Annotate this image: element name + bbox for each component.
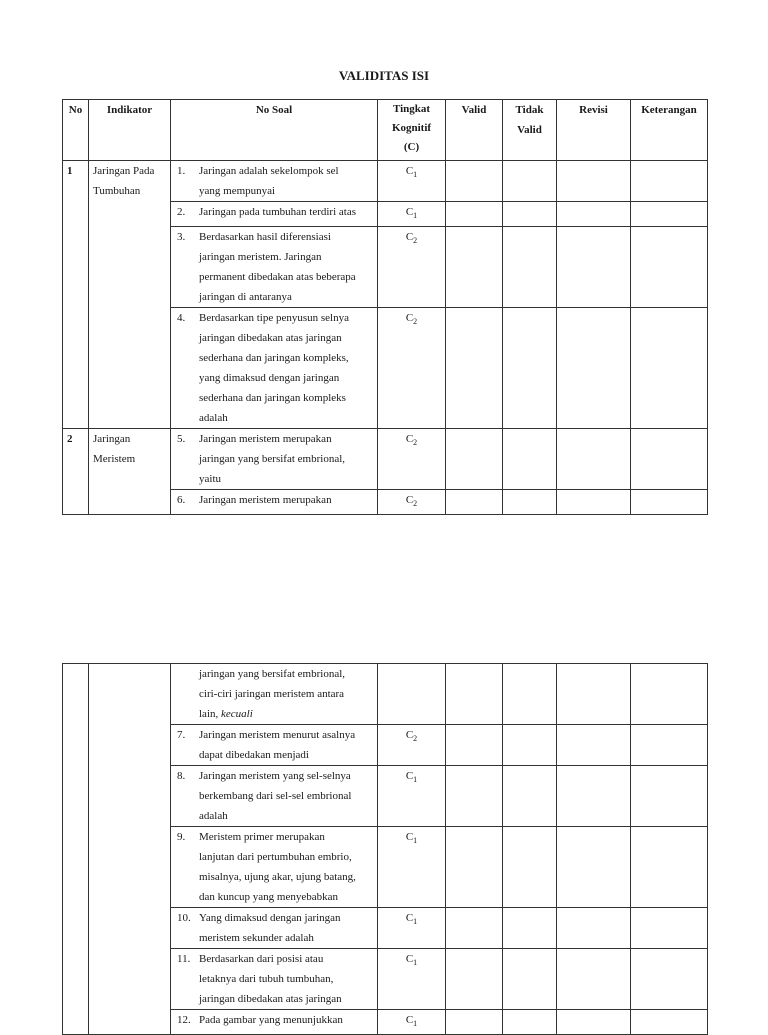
question-line: Jaringan meristem merupakan — [199, 494, 332, 507]
question-line: jaringan dibedakan atas jaringan — [199, 993, 342, 1005]
valid-cell — [446, 908, 503, 949]
valid-cell — [446, 1010, 503, 1035]
question-text-cell — [171, 429, 378, 490]
cognitive-level: 1 — [413, 836, 418, 846]
tidak-valid-cell — [503, 429, 557, 490]
valid-cell — [446, 161, 503, 202]
valid-cell — [446, 202, 503, 227]
cognitive-level-cell: $C_2$ — [378, 429, 446, 490]
indikator-line: Jaringan Pada — [93, 165, 155, 177]
header-indikator: Indikator — [89, 100, 171, 161]
question-line: Berdasarkan dari posisi atau — [199, 953, 324, 965]
revisi-cell — [557, 161, 631, 202]
keterangan-cell — [631, 227, 708, 308]
revisi-cell — [557, 725, 631, 766]
question-line: Jaringan meristem yang sel-selnya — [199, 770, 351, 782]
question-line: dapat dibedakan menjadi — [199, 749, 309, 761]
valid-cell — [446, 308, 503, 429]
question-line: adalah — [199, 810, 228, 822]
header-tidak-valid: Tidak Valid — [503, 100, 557, 161]
question-text-cell — [171, 490, 378, 515]
valid-cell — [446, 766, 503, 827]
revisi-cell — [557, 664, 631, 725]
question-line: Yang dimaksud dengan jaringan — [199, 912, 341, 924]
group-number — [63, 664, 89, 1035]
header-no-soal: No Soal — [171, 100, 378, 161]
table-row — [63, 664, 708, 725]
cognitive-level: 2 — [413, 438, 418, 448]
keterangan-cell — [631, 490, 708, 515]
valid-cell — [446, 227, 503, 308]
tidak-valid-cell — [503, 1010, 557, 1035]
cognitive-level-cell: $C_1$ — [378, 908, 446, 949]
valid-cell — [446, 725, 503, 766]
tidak-valid-cell — [503, 908, 557, 949]
cognitive-level-cell: $C_2$ — [378, 308, 446, 429]
group-number: 2 — [63, 429, 89, 515]
question-number: 3. — [177, 231, 186, 244]
question-text-cell — [171, 766, 378, 827]
header-no: No — [63, 100, 89, 161]
question-text-cell — [171, 308, 378, 429]
keterangan-cell — [631, 161, 708, 202]
question-line: jaringan dibedakan atas jaringan — [199, 332, 342, 345]
header-revisi: Revisi — [557, 100, 631, 161]
revisi-cell — [557, 490, 631, 515]
question-line: dan kuncup yang menyebabkan — [199, 891, 338, 903]
question-line: permanent dibedakan atas beberapa — [199, 271, 356, 284]
revisi-cell — [557, 308, 631, 429]
question-number: 1. — [177, 165, 186, 177]
question-text-cell — [171, 202, 378, 227]
cognitive-level-cell — [378, 664, 446, 725]
indikator-cell — [89, 664, 171, 1035]
keterangan-cell — [631, 908, 708, 949]
keterangan-cell — [631, 308, 708, 429]
group-number: 1 — [63, 161, 89, 429]
question-text-cell — [171, 827, 378, 908]
cognitive-level: 2 — [413, 317, 418, 327]
cognitive-level-cell: $C_1$ — [378, 827, 446, 908]
question-line: jaringan yang bersifat embrional, — [199, 453, 346, 466]
indikator-line: Tumbuhan — [93, 185, 141, 197]
revisi-cell — [557, 827, 631, 908]
question-line: misalnya, ujung akar, ujung batang, — [199, 871, 356, 883]
table-row — [63, 429, 708, 490]
keterangan-cell — [631, 725, 708, 766]
question-line: Pada gambar yang menunjukkan — [199, 1014, 343, 1026]
question-line: Jaringan pada tumbuhan terdiri atas — [199, 206, 357, 218]
revisi-cell — [557, 908, 631, 949]
cognitive-level-cell: $C_1$ — [378, 766, 446, 827]
question-number: 11. — [177, 953, 191, 965]
validity-table — [62, 99, 708, 515]
question-line: sederhana dan jaringan kompleks, — [199, 352, 349, 365]
question-line: Jaringan meristem merupakan — [199, 433, 332, 446]
cognitive-level-cell: $C_2$ — [378, 725, 446, 766]
question-line: lain, kecuali — [199, 708, 253, 720]
cognitive-level: 2 — [413, 734, 418, 744]
question-line: yang dimaksud dengan jaringan — [199, 372, 340, 385]
question-line: ciri-ciri jaringan meristem antara — [199, 688, 345, 700]
tidak-valid-cell — [503, 161, 557, 202]
question-text-cell — [171, 949, 378, 1010]
question-line: sederhana dan jaringan kompleks — [199, 392, 346, 405]
cognitive-level: 2 — [413, 236, 418, 246]
question-text-cell — [171, 908, 378, 949]
keterangan-cell — [631, 949, 708, 1010]
keterangan-cell — [631, 766, 708, 827]
cognitive-level: 1 — [413, 211, 418, 221]
cognitive-level-cell: $C_1$ — [378, 202, 446, 227]
question-line: Berdasarkan hasil diferensiasi — [199, 231, 331, 244]
tidak-valid-cell — [503, 490, 557, 515]
tidak-valid-cell — [503, 725, 557, 766]
cognitive-level-cell: $C_2$ — [378, 227, 446, 308]
revisi-cell — [557, 202, 631, 227]
valid-cell — [446, 827, 503, 908]
indikator-cell — [89, 429, 171, 515]
cognitive-level-cell: $C_1$ — [378, 949, 446, 1010]
header-valid: Valid — [446, 100, 503, 161]
keterangan-cell — [631, 429, 708, 490]
question-line: Berdasarkan tipe penyusun selnya — [199, 312, 349, 325]
tidak-valid-cell — [503, 827, 557, 908]
question-text-cell — [171, 725, 378, 766]
question-line: adalah — [199, 412, 228, 425]
question-line: yang mempunyai — [199, 185, 276, 197]
question-line: lanjutan dari pertumbuhan embrio, — [199, 851, 352, 863]
tidak-valid-cell — [503, 766, 557, 827]
revisi-cell — [557, 1010, 631, 1035]
cognitive-level: 1 — [413, 958, 418, 968]
cognitive-level: 2 — [413, 499, 418, 509]
header-tingkat-kognitif: Tingkat Kognitif (C) — [378, 100, 446, 161]
keterangan-cell — [631, 827, 708, 908]
question-line: jaringan meristem. Jaringan — [199, 251, 322, 264]
valid-cell — [446, 490, 503, 515]
valid-cell — [446, 429, 503, 490]
header-keterangan: Keterangan — [631, 100, 708, 161]
question-line: meristem sekunder adalah — [199, 932, 314, 944]
revisi-cell — [557, 227, 631, 308]
question-number: 8. — [177, 770, 186, 782]
indikator-line: Meristem — [93, 453, 136, 466]
tidak-valid-cell — [503, 664, 557, 725]
question-line: yaitu — [199, 473, 221, 486]
table-header-row — [63, 100, 708, 161]
revisi-cell — [557, 949, 631, 1010]
emphasized-word: kecuali — [221, 708, 253, 720]
cognitive-level: 1 — [413, 917, 418, 927]
table-row — [63, 161, 708, 202]
tidak-valid-cell — [503, 949, 557, 1010]
revisi-cell — [557, 766, 631, 827]
question-text-cell — [171, 664, 378, 725]
question-line: Jaringan meristem menurut asalnya — [199, 729, 356, 741]
page-title: VALIDITAS ISI — [338, 68, 430, 83]
cognitive-level-cell: $C_1$ — [378, 161, 446, 202]
indikator-cell — [89, 161, 171, 429]
question-number: 5. — [177, 433, 186, 446]
question-number: 10. — [177, 912, 191, 924]
question-number: 12. — [177, 1014, 191, 1026]
question-line: jaringan di antaranya — [199, 291, 292, 304]
revisi-cell — [557, 429, 631, 490]
question-line: letaknya dari tubuh tumbuhan, — [199, 973, 334, 985]
cognitive-level: 1 — [413, 775, 418, 785]
valid-cell — [446, 949, 503, 1010]
cognitive-level: 1 — [413, 1019, 418, 1029]
question-number: 4. — [177, 312, 186, 325]
question-line: Jaringan adalah sekelompok sel — [199, 165, 339, 177]
question-text-cell — [171, 227, 378, 308]
question-line: berkembang dari sel-sel embrional — [199, 790, 352, 802]
cognitive-level-cell: $C_1$ — [378, 1010, 446, 1035]
tidak-valid-cell — [503, 308, 557, 429]
question-number: 2. — [177, 206, 186, 218]
keterangan-cell — [631, 664, 708, 725]
tidak-valid-cell — [503, 227, 557, 308]
question-number: 9. — [177, 831, 186, 843]
keterangan-cell — [631, 202, 708, 227]
cognitive-level-cell: $C_2$ — [378, 490, 446, 515]
indikator-line: Jaringan — [93, 433, 131, 446]
valid-cell — [446, 664, 503, 725]
question-text-cell — [171, 1010, 378, 1035]
tidak-valid-cell — [503, 202, 557, 227]
question-line: Meristem primer merupakan — [199, 831, 325, 843]
keterangan-cell — [631, 1010, 708, 1035]
question-number: 7. — [177, 729, 186, 741]
question-number: 6. — [177, 494, 186, 507]
cognitive-level: 1 — [413, 170, 418, 180]
question-line: jaringan yang bersifat embrional, — [199, 668, 346, 680]
question-text-cell — [171, 161, 378, 202]
validity-table-continued — [62, 663, 708, 1035]
